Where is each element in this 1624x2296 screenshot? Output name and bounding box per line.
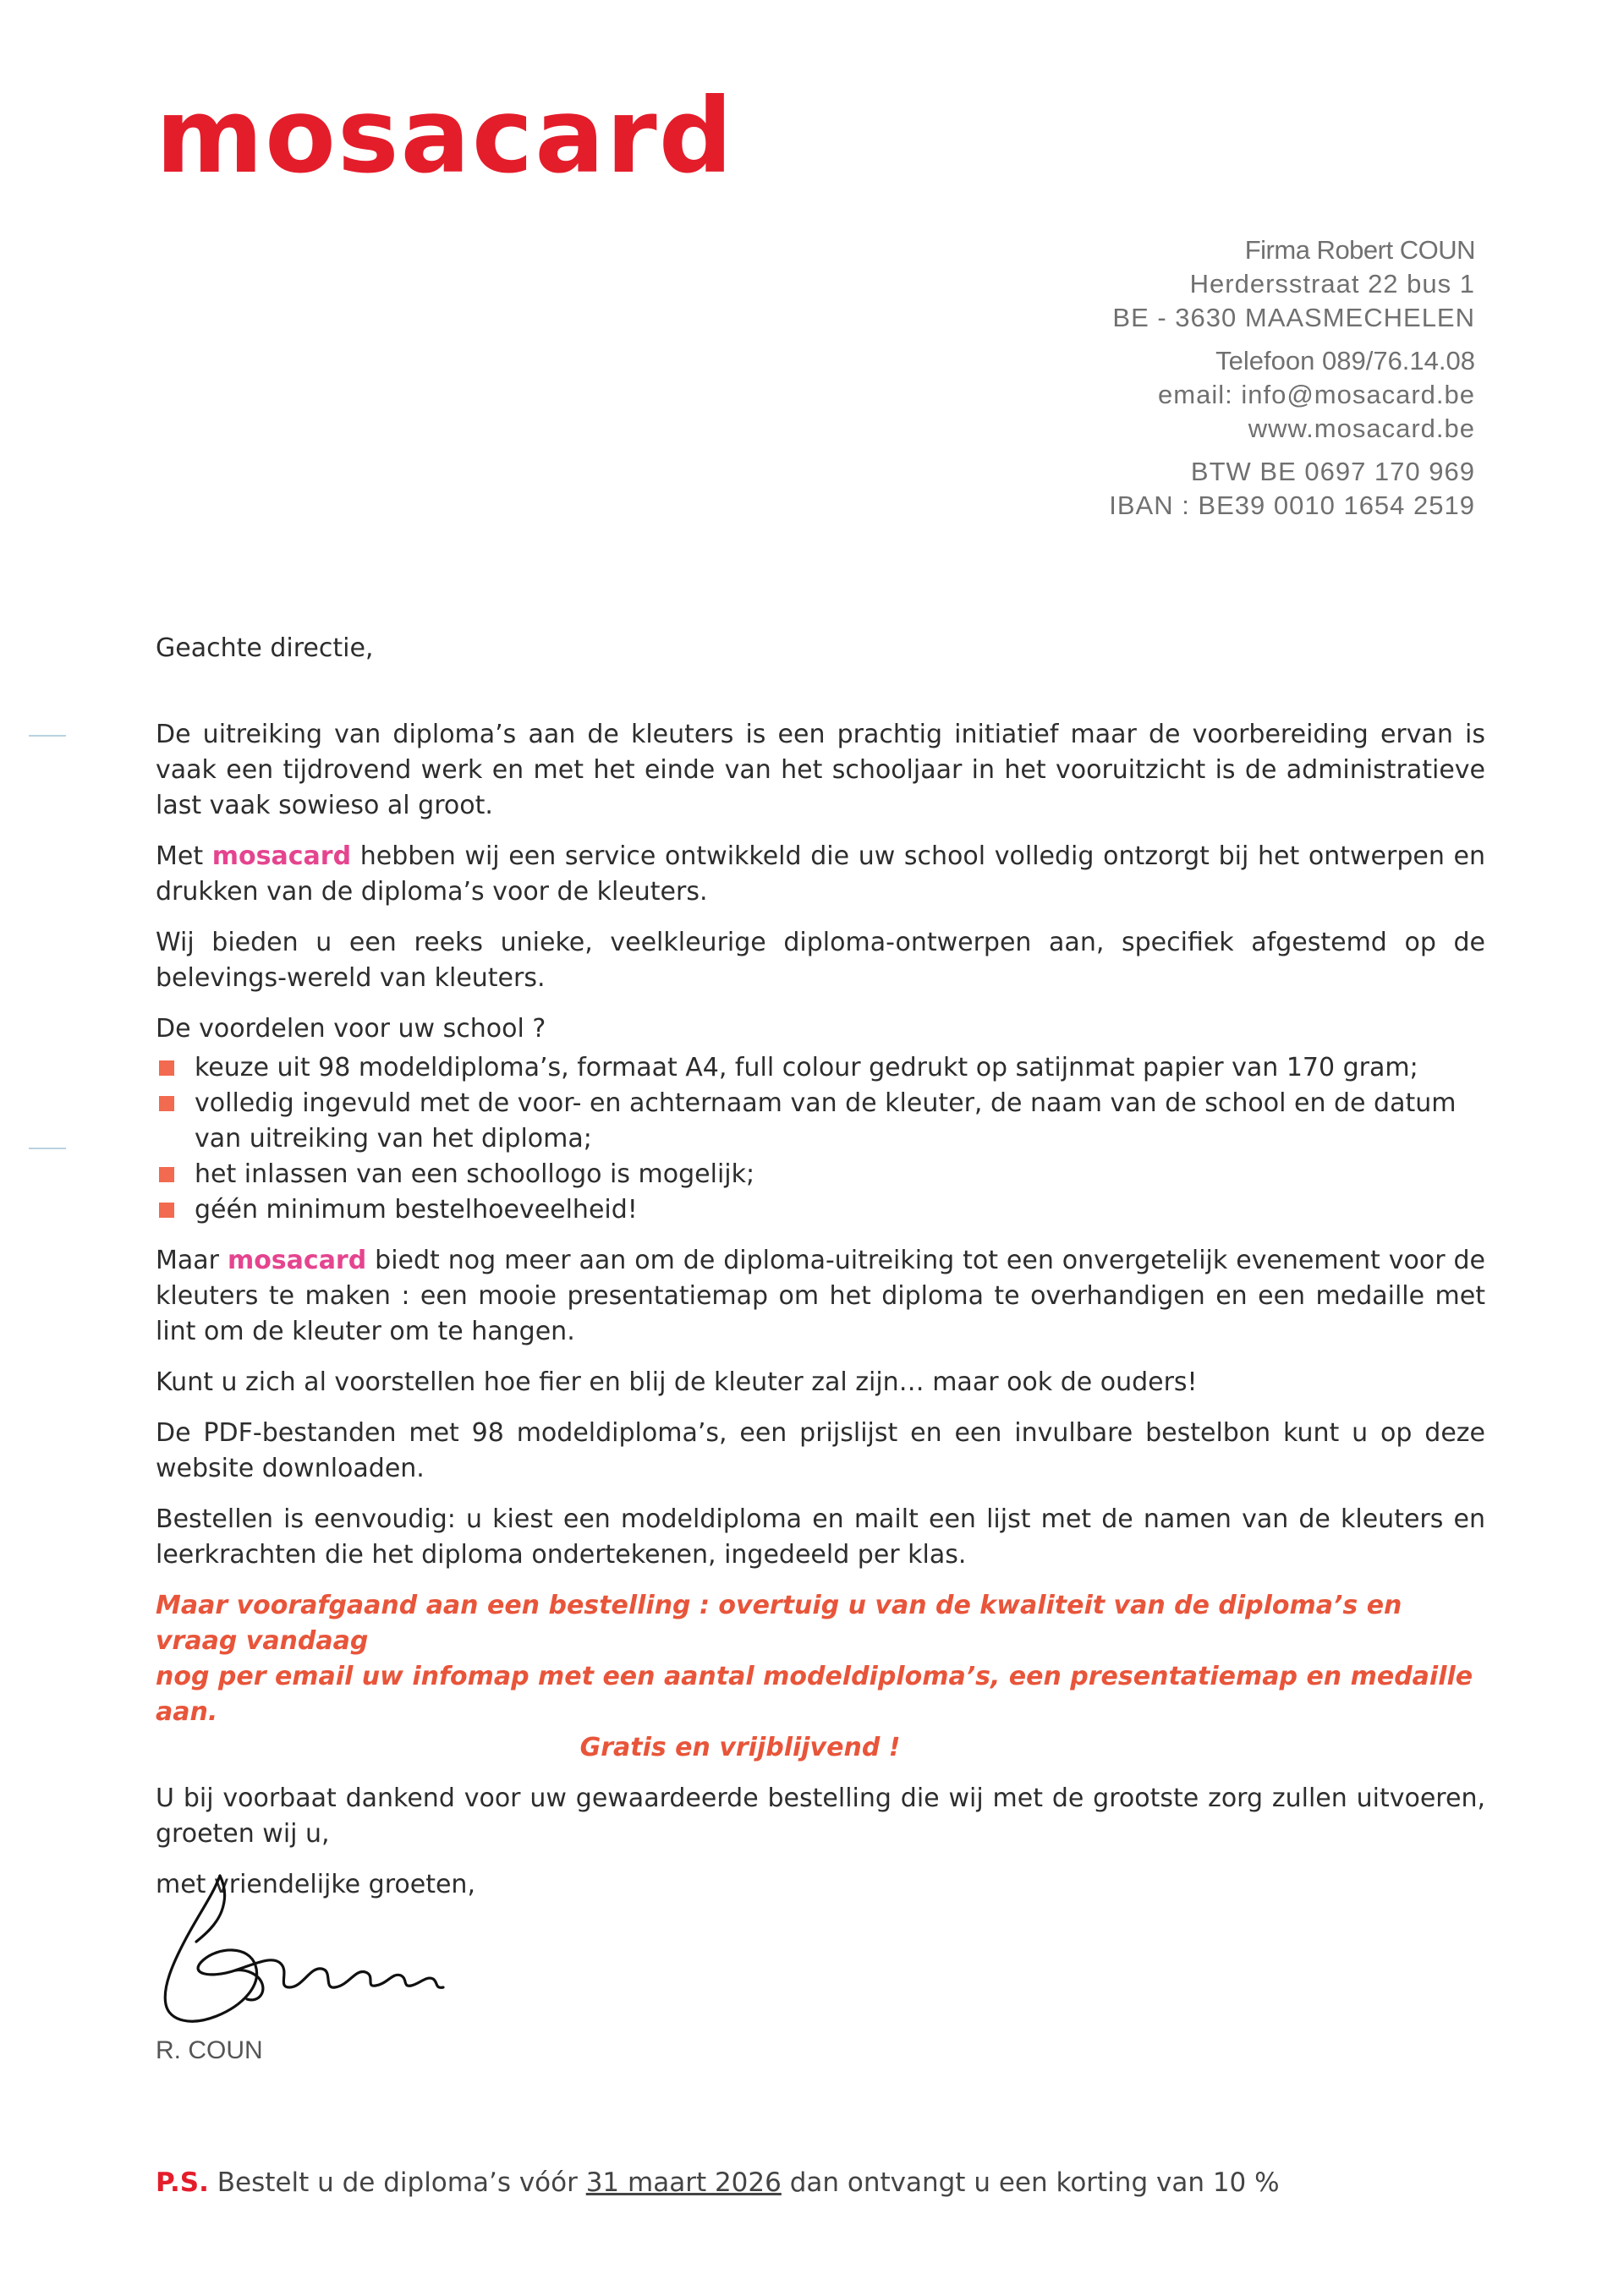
highlight-line-3: Gratis en vrijblijvend ! (579, 1733, 901, 1762)
sender-iban: IBAN : BE39 0010 1654 2519 (1109, 490, 1475, 520)
paragraph-service (156, 839, 1485, 910)
sender-vat: BTW BE 0697 170 969 (1190, 457, 1475, 486)
paragraph-thanks: U bij voorbaat dankend voor uw gewaardeerde bestelling die wij met de grootste zorg zullen uitvoeren, groeten wij u, (156, 1784, 1485, 1849)
paragraph-downloads: De PDF-bestanden met 98 modeldiploma’s, een prijslijst en een invulbare bestelbon kunt u op deze website downloaden. (156, 1418, 1485, 1483)
ps-deadline-date: 31 maart 2026 (585, 2167, 782, 2198)
handwritten-signature (154, 1860, 475, 2038)
ps-text-pre: Bestelt u de diploma’s vóór (208, 2167, 586, 2198)
letter-body (156, 717, 1485, 1918)
sender-address-block (1109, 233, 1475, 523)
benefit-text: géén minimum bestelhoeveelheid! (195, 1195, 638, 1225)
sender-email: email: info@mosacard.be (1158, 380, 1475, 409)
benefits-intro: De voordelen voor uw school ? (156, 1014, 546, 1044)
list-item (156, 1050, 1485, 1086)
square-bullet-icon (159, 1167, 174, 1182)
highlight-line-1: Maar voorafgaand aan een bestelling : overtuig u van de kwaliteit van de diploma’s en vraag vandaag (156, 1591, 1402, 1656)
highlight-callout (156, 1588, 1485, 1766)
ps-text-post: dan ontvangt u een korting van 10 % (781, 2167, 1280, 2198)
paragraph-designs: Wij bieden u een reeks unieke, veelkleurige diploma-ontwerpen aan, specifiek afgestemd op de belevings-wereld van kleuters. (156, 928, 1485, 993)
paragraph-service-pre: Met (156, 841, 212, 871)
postscript (156, 2167, 1280, 2198)
paragraph-intro: De uitreiking van diploma’s aan de kleuters is een prachtig initiatief maar de voorbereiding ervan is vaak een tijdrovend werk en met het einde van het schooljaar in het vooruitzicht is de administratieve last vaak sowieso al groot. (156, 720, 1485, 820)
sender-street: Herdersstraat 22 bus 1 (1189, 269, 1475, 299)
list-item (156, 1157, 1485, 1192)
sender-phone: Telefoon 089/76.14.08 (1215, 346, 1475, 375)
benefits-list (156, 1050, 1485, 1228)
fold-mark-middle (29, 1148, 66, 1149)
list-item (156, 1192, 1485, 1228)
paragraph-extras-pre: Maar (156, 1246, 228, 1275)
closing-greeting: met vriendelijke groeten, (156, 1870, 475, 1899)
brand-name-inline: mosacard (227, 1246, 367, 1275)
benefit-text: het inlassen van een schoollogo is mogelijk; (195, 1159, 755, 1189)
sender-website: www.mosacard.be (1248, 414, 1475, 443)
square-bullet-icon (159, 1203, 174, 1218)
ps-label: P.S. (156, 2167, 209, 2198)
brand-name-inline: mosacard (211, 841, 352, 871)
fold-mark-top (29, 735, 66, 737)
salutation: Geachte directie, (156, 633, 374, 663)
signer-name: R. COUN (156, 2036, 263, 2064)
paragraph-extras (156, 1243, 1485, 1350)
benefit-text: keuze uit 98 modeldiploma’s, formaat A4, full colour gedrukt op satijnmat papier van 170 gram; (195, 1053, 1418, 1082)
benefit-text: volledig ingevuld met de voor- en achternaam van de kleuter, de naam van de school en de datum van uitreiking van het diploma; (195, 1088, 1457, 1153)
sender-company: Firma Robert COUN (1244, 235, 1475, 265)
highlight-line-2: nog per email uw infomap met een aantal modeldiploma’s, een presentatiemap en medaille aan. (156, 1662, 1473, 1727)
square-bullet-icon (159, 1096, 174, 1111)
paragraph-ordering: Bestellen is eenvoudig: u kiest een modeldiploma en mailt een lijst met de namen van de kleuters en leerkrachten die het diploma ondertekenen, ingedeeld per klas. (156, 1504, 1485, 1570)
company-logo: mosacard (156, 76, 735, 196)
paragraph-service-post: hebben wij een service ontwikkeld die uw school volledig ontzorgt bij het ontwerpen en drukken van de diploma’s voor de kleuters. (156, 841, 1485, 907)
paragraph-imagine: Kunt u zich al voorstellen hoe fier en blij de kleuter zal zijn… maar ook de ouders! (156, 1367, 1198, 1397)
sender-city: BE - 3630 MAASMECHELEN (1112, 303, 1475, 332)
list-item (156, 1086, 1485, 1157)
paragraph-extras-post: biedt nog meer aan om de diploma-uitreiking tot een onvergetelijk evenement voor de kleuters te maken : een mooie presentatiemap om het diploma te overhandigen en een medaille met lint om de kleuter om te hangen. (156, 1246, 1485, 1346)
square-bullet-icon (159, 1060, 174, 1076)
